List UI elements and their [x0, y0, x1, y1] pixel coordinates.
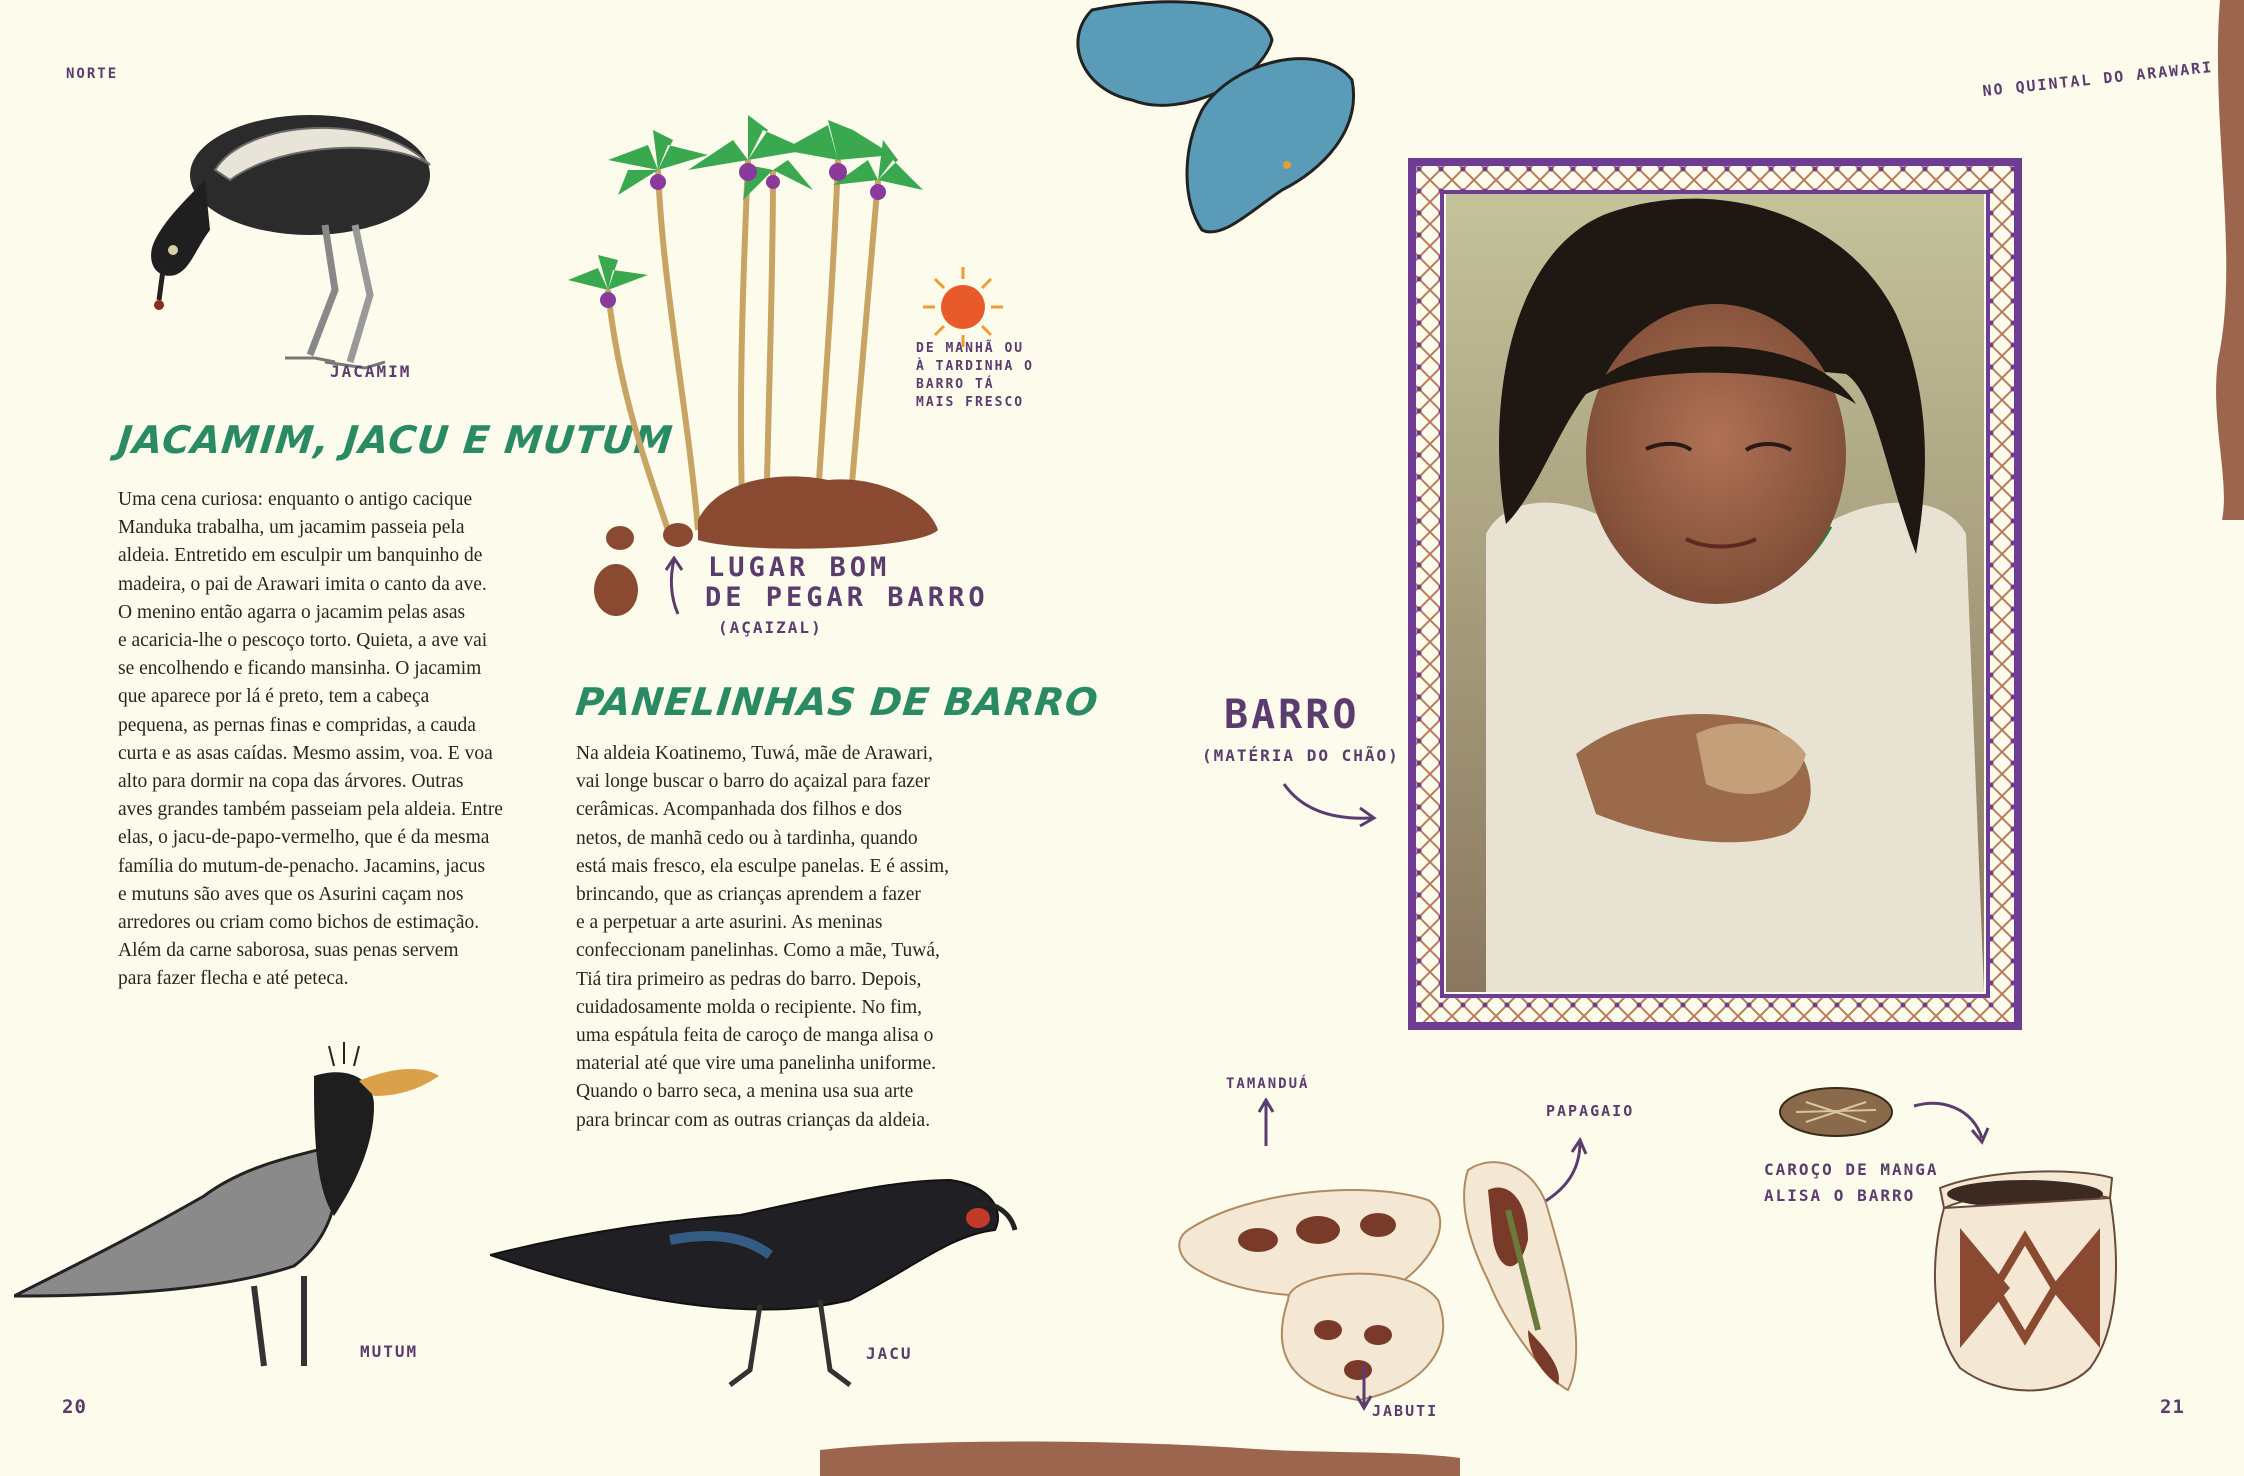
- barro-label: BARRO: [1224, 692, 1360, 738]
- body-line: Além da carne saborosa, suas penas servem: [118, 940, 459, 962]
- body-line: confeccionam panelinhas. Como a mãe, Tuwá,: [576, 940, 940, 962]
- section-body-panelinhas: [576, 740, 1016, 1135]
- papagaio-label: PAPAGAIO: [1546, 1102, 1635, 1120]
- body-line: e mutuns são aves que os Asurini caçam nos: [118, 883, 464, 905]
- body-line: elas, o jacu-de-papo-vermelho, que é da mesma: [118, 827, 490, 849]
- tamandua-label: TAMANDUÁ: [1226, 1076, 1310, 1092]
- sun-note: DE MANHÃ OU À TARDINHA O BARRO TÁ MAIS FRESCO: [916, 341, 1034, 410]
- body-line: O menino então agarra o jacamim pelas asas: [118, 601, 466, 623]
- place-label-line3: (AÇAIZAL): [718, 618, 823, 637]
- jacamim-label: JACAMIM: [330, 362, 412, 381]
- place-label-line2: DE PEGAR BARRO: [705, 582, 989, 613]
- body-line: brincando, que as crianças aprendem a fazer: [576, 884, 921, 906]
- mango-seed-illustration: [1776, 1082, 1896, 1142]
- section-title-jacamim: JACAMIM, JACU E MUTUM: [115, 418, 676, 462]
- jacamim-illustration: [135, 100, 455, 400]
- body-line: Tiá tira primeiro as pedras do barro. Depois,: [576, 968, 922, 990]
- body-line: Manduka trabalha, um jacamim passeia pela: [118, 517, 465, 539]
- body-line: para brincar com as outras crianças da aldeia.: [576, 1109, 931, 1131]
- running-head-right: NO QUINTAL DO ARAWARI: [1981, 57, 2214, 101]
- page-number-left: 20: [62, 1396, 87, 1418]
- page-number-right: 21: [2160, 1396, 2185, 1418]
- body-line: aldeia. Entretido em esculpir um banquinho de: [118, 545, 483, 567]
- place-arrow-icon: [660, 556, 690, 616]
- barro-arrow-icon: [1282, 780, 1382, 830]
- mutum-illustration: [14, 1036, 454, 1376]
- jabuti-label: JABUTI: [1372, 1402, 1439, 1420]
- body-line: Uma cena curiosa: enquanto o antigo cacique: [118, 489, 473, 510]
- clay-stroke-decoration: [820, 1430, 1460, 1476]
- child-photo: [1446, 194, 1984, 992]
- section-title-panelinhas: PANELINHAS DE BARRO: [573, 680, 1101, 724]
- body-line: Na aldeia Koatinemo, Tuwá, mãe de Arawari,: [576, 743, 933, 764]
- body-line: netos, de manhã cedo ou à tardinha, quando: [576, 827, 918, 849]
- caroco-arrow-icon: [1912, 1098, 1992, 1148]
- body-line: e acaricia-lhe o pescoço torto. Quieta, a ave vai: [118, 630, 488, 652]
- clay-pot-illustration: [1930, 1168, 2120, 1398]
- body-line: se encolhendo e ficando mansinha. O jacamim: [118, 658, 482, 680]
- body-line: madeira, o pai de Arawari imita o canto da ave.: [118, 573, 487, 595]
- jabuti-arrow-icon: [1354, 1362, 1374, 1412]
- body-line: aves grandes também passeiam pela aldeia. Entre: [118, 799, 503, 821]
- body-line: que aparece por lá é preto, tem a cabeça: [118, 686, 430, 708]
- body-line: cerâmicas. Acompanhada dos filhos e dos: [576, 799, 902, 821]
- body-line: cuidadosamente molda o recipiente. No fim,: [576, 996, 923, 1018]
- jacu-label: JACU: [866, 1344, 913, 1363]
- body-line: família do mutum-de-penacho. Jacamins, jacus: [118, 855, 486, 877]
- section-body-jacamim: [118, 486, 538, 994]
- caroco-label-line2: ALISA O BARRO: [1764, 1186, 1916, 1205]
- blue-blot-decoration: [1062, 0, 1372, 270]
- barro-sublabel: (MATÉRIA DO CHÃO): [1202, 746, 1400, 765]
- jacu-illustration: [490, 1160, 1020, 1390]
- body-line: e a perpetuar a arte asurini. As meninas: [576, 912, 883, 934]
- body-line: uma espátula feita de caroço de manga alisa o: [576, 1025, 934, 1047]
- body-line: arredores ou criam como bichos de estimação.: [118, 912, 480, 934]
- body-line: pequena, as pernas finas e compridas, a cauda: [118, 714, 476, 736]
- body-line: curta e as asas caídas. Mesmo assim, voa. E voa: [118, 742, 493, 764]
- body-line: para fazer flecha e até peteca.: [118, 968, 349, 990]
- right-edge-clay-stroke: [2200, 0, 2244, 520]
- running-head-left: NORTE: [66, 66, 119, 82]
- body-line: vai longe buscar o barro do açaizal para fazer: [576, 771, 931, 793]
- body-line: Quando o barro seca, a menina usa sua arte: [576, 1081, 914, 1103]
- body-line: alto para dormir na copa das árvores. Outras: [118, 771, 464, 793]
- body-line: está mais fresco, ela esculpe panelas. E é assim,: [576, 855, 950, 877]
- sun-illustration: [918, 262, 1008, 352]
- body-line: material até que vire uma panelinha uniforme.: [576, 1053, 937, 1075]
- place-label-line1: LUGAR BOM: [708, 552, 891, 583]
- caroco-label-line1: CAROÇO DE MANGA: [1764, 1160, 1939, 1179]
- clay-animals-illustration: [1168, 1130, 1608, 1420]
- mutum-label: MUTUM: [360, 1342, 419, 1361]
